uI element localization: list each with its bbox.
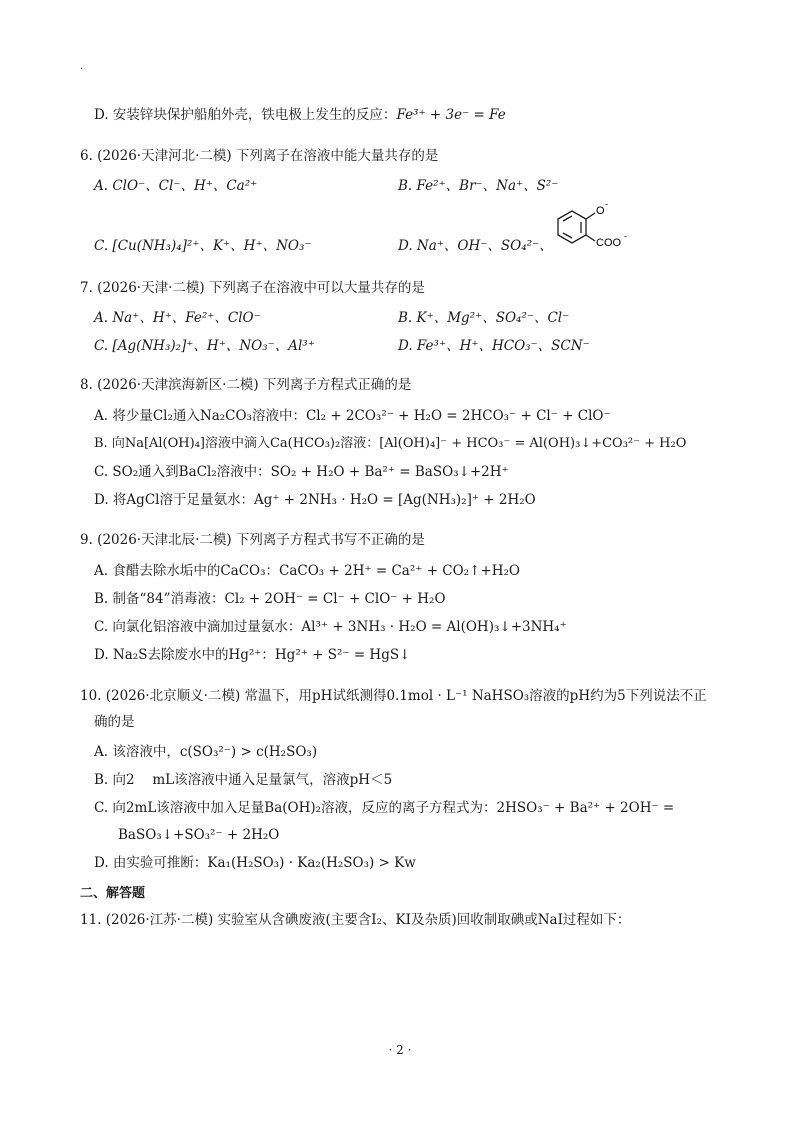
q10-option-d: D. 由实验可推断：Ka₁(H₂SO₃) · Ka₂(H₂SO₃) > Kw [94, 855, 416, 871]
q7-option-b: B. K⁺、Mg²⁺、SO₄²⁻、Cl⁻ [398, 310, 570, 326]
q10-option-c-line-1: C. 向2mL该溶液中加入足量Ba(OH)₂溶液，反应的离子方程式为：2HSO₃⁻ + Ba²⁺ + 2OH⁻ = [94, 800, 675, 816]
q6-option-b: B. Fe²⁺、Br⁻、Na⁺、S²⁻ [398, 178, 559, 194]
phenoxide-oxygen-label: O [596, 205, 605, 217]
q11-stem: 11. (2026·江苏·二模) 实验室从含碘废液(主要含I₂、KI及杂质)回收制取碘或NaI过程如下： [80, 912, 631, 928]
q7-option-a: A. Na⁺、H⁺、Fe²⁺、ClO⁻ [94, 310, 261, 326]
q7-stem: 7. (2026·天津·二模) 下列离子在溶液中可以大量共存的是 [80, 280, 425, 296]
q5-option-d [94, 105, 506, 125]
carboxylate-label: COO [596, 237, 622, 249]
salicylate-structure-diagram [546, 200, 666, 262]
q10-option-c-line-2: BaSO₃↓+SO₃²⁻ + 2H₂O [118, 827, 280, 843]
q9-option-d: D. Na₂S去除废水中的Hg²⁺：Hg²⁺ + S²⁻ = HgS↓ [94, 647, 411, 663]
q5-option-d-text: D. 安装锌块保护船舶外壳，铁电极上发生的反应： [94, 107, 397, 123]
q9-option-b: B. 制备“84”消毒液：Cl₂ + 2OH⁻ = Cl⁻ + ClO⁻ + H₂O [94, 591, 446, 607]
q9-option-a: A. 食醋去除水垢中的CaCO₃：CaCO₃ + 2H⁺ = Ca²⁺ + CO₂↑+H₂O [94, 563, 520, 579]
q7-option-c: C. [Ag(NH₃)₂]⁺、H⁺、NO₃⁻、Al³⁺ [94, 338, 315, 354]
q8-option-d: D. 将AgCl溶于足量氨水：Ag⁺ + 2NH₃ · H₂O = [Ag(NH₃)₂]⁺ + 2H₂O [94, 492, 536, 508]
carboxylate-charge-label: - [624, 231, 627, 241]
q9-stem: 9. (2026·天津北辰·二模) 下列离子方程式书写不正确的是 [80, 532, 425, 548]
q8-stem: 8. (2026·天津滨海新区·二模) 下列离子方程式正确的是 [80, 377, 412, 393]
benzene-ring [558, 211, 595, 243]
q10-option-b: B. 向2 mL该溶液中通入足量氯气，溶液pH＜5 [94, 772, 393, 788]
q6-option-c: C. [Cu(NH₃)₄]²⁺、K⁺、H⁺、NO₃⁻ [94, 238, 312, 254]
top-dot: · [80, 64, 84, 75]
q8-option-c: C. SO₂通入到BaCl₂溶液中：SO₂ + H₂O + Ba²⁺ = BaSO₃↓+2H⁺ [94, 464, 509, 480]
q5-option-d-equation: Fe³⁺ + 3e⁻ = Fe [396, 107, 506, 123]
phenoxide-charge-label: - [605, 200, 608, 209]
q10-option-a: A. 该溶液中，c(SO₃²⁻) > c(H₂SO₃) [94, 744, 318, 760]
q6-option-a: A. ClO⁻、Cl⁻、H⁺、Ca²⁺ [94, 178, 258, 194]
q6-option-d: D. Na⁺、OH⁻、SO₄²⁻、 [398, 238, 553, 254]
q8-option-a: A. 将少量Cl₂通入Na₂CO₃溶液中：Cl₂ + 2CO₃²⁻ + H₂O = 2HCO₃⁻ + Cl⁻ + ClO⁻ [94, 408, 611, 424]
q7-option-d: D. Fe³⁺、H⁺、HCO₃⁻、SCN⁻ [398, 338, 590, 354]
q9-option-c: C. 向氯化铝溶液中滴加过量氨水：Al³⁺ + 3NH₃ · H₂O = Al(OH)₃↓+3NH₄⁺ [94, 619, 567, 635]
page-number: · 2 · [388, 1043, 412, 1057]
q10-stem-line-2: 确的是 [94, 714, 135, 730]
q6-stem: 6. (2026·天津河北·二模) 下列离子在溶液中能大量共存的是 [80, 148, 439, 164]
q10-stem-line-1: 10. (2026·北京顺义·二模) 常温下，用pH试纸测得0.1mol · L⁻¹ NaHSO₃溶液的pH约为5下列说法不正 [80, 688, 707, 704]
section-heading: 二、解答题 [80, 886, 146, 901]
q8-option-b: B. 向Na[Al(OH)₄]溶液中滴入Ca(HCO₃)₂溶液：[Al(OH)₄]⁻ + HCO₃⁻ = Al(OH)₃↓+CO₃²⁻ + H₂O [94, 436, 687, 451]
